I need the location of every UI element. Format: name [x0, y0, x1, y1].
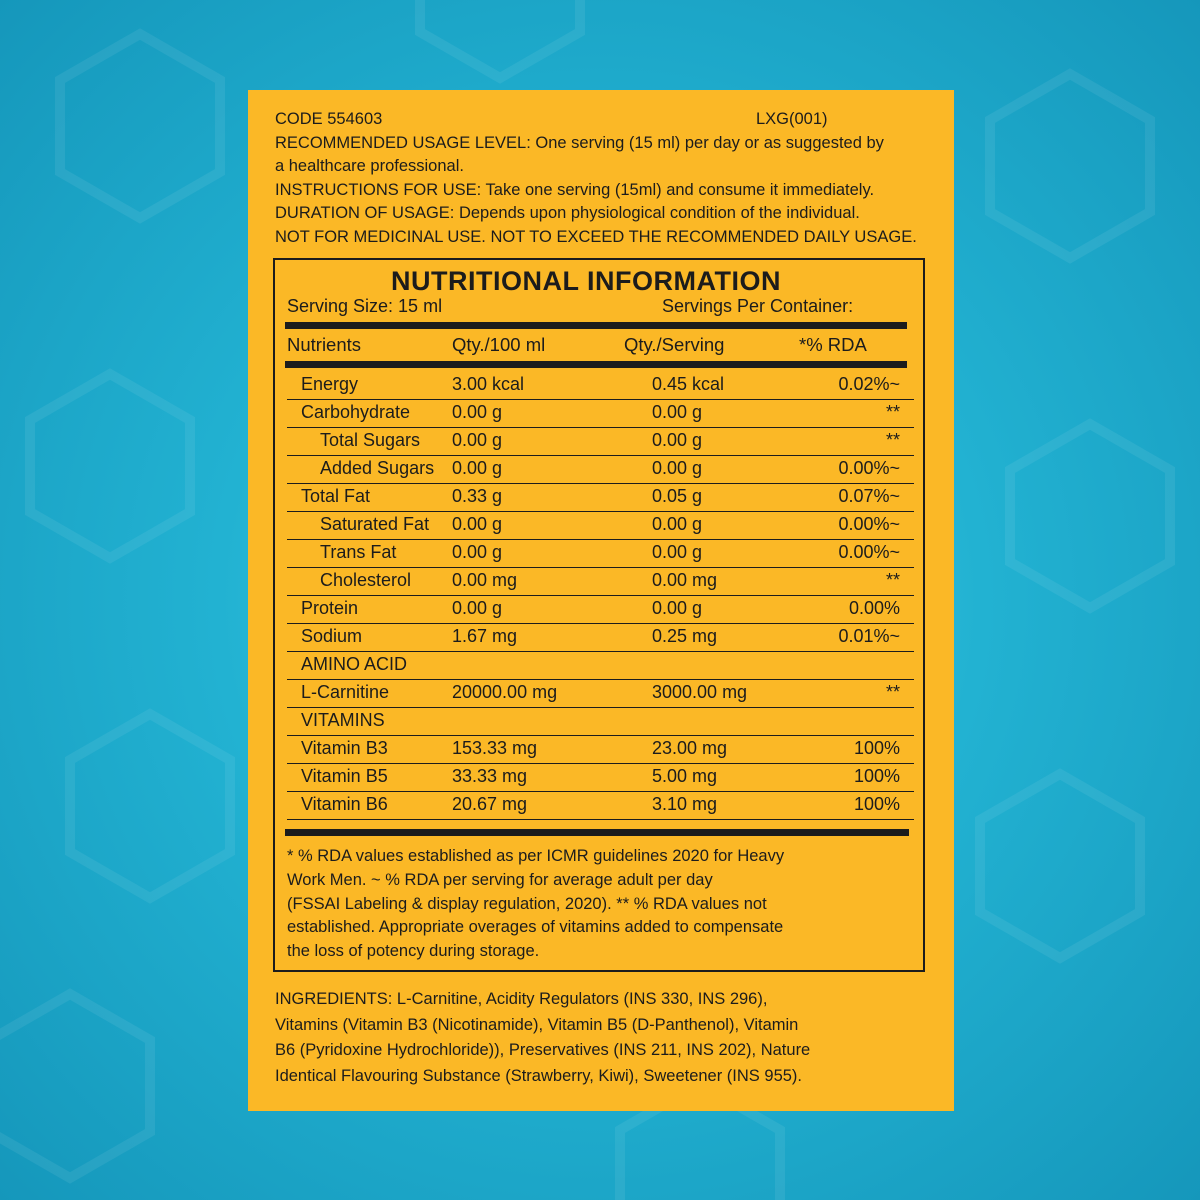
per-serving-value: 0.00 g — [652, 402, 703, 422]
nutrient-row — [287, 455, 914, 484]
footnote-line: established. Appropriate overages of vitamins added to compensate — [287, 918, 784, 937]
nutrient-row — [287, 427, 914, 456]
per-100ml-value: 0.00 g — [452, 430, 503, 450]
nutrient-row — [287, 595, 914, 624]
label-header — [275, 108, 935, 249]
nutrient-name: Total Sugars — [320, 430, 421, 450]
rda-value: 0.00%~ — [838, 458, 900, 478]
nutrition-label-panel — [248, 90, 954, 1111]
per-serving-value: 0.45 kcal — [652, 374, 725, 394]
per-serving-value: 3000.00 mg — [652, 682, 748, 702]
product-code: CODE 554603 — [275, 110, 383, 128]
rda-value: ** — [885, 430, 900, 450]
divider-bar — [285, 361, 907, 368]
per-serving-value: 0.00 g — [652, 430, 703, 450]
nutrient-row — [287, 371, 914, 400]
ingredients-line: Vitamins (Vitamin B3 (Nicotinamide), Vitamin B5 (D-Panthenol), Vitamin — [275, 1015, 799, 1034]
ingredients-list — [275, 987, 935, 1089]
nutrient-name: Vitamin B3 — [301, 738, 388, 758]
per-serving-value: 0.05 g — [652, 486, 703, 506]
nutrient-name: AMINO ACID — [301, 654, 408, 674]
ingredients-line: B6 (Pyridoxine Hydrochloride)), Preservatives (INS 211, INS 202), Nature — [275, 1041, 811, 1059]
footnote-line: Work Men. ~ % RDA per serving for average adult per day — [287, 870, 713, 889]
ingredients-line: INGREDIENTS: L-Carnitine, Acidity Regulators (INS 330, INS 296), — [275, 990, 768, 1008]
nutrient-name: Trans Fat — [320, 542, 397, 562]
rda-value: ** — [885, 570, 900, 590]
nutrient-name: L-Carnitine — [301, 682, 390, 702]
per-serving-value: 0.00 g — [652, 542, 703, 562]
rda-value: 0.01%~ — [838, 626, 900, 646]
per-100ml-value: 0.00 g — [452, 598, 503, 618]
nutrient-row — [287, 679, 914, 708]
nutrient-name: Vitamin B5 — [301, 766, 388, 786]
nutrient-row — [287, 735, 914, 764]
nutrient-row — [287, 483, 914, 512]
nutrient-name: Added Sugars — [320, 458, 435, 478]
footnote-line: * % RDA values established as per ICMR guidelines 2020 for Heavy — [287, 847, 785, 865]
rda-value: 0.00% — [848, 598, 900, 618]
rda-value: ** — [885, 682, 900, 702]
code-row — [275, 108, 935, 132]
footnote-line: (FSSAI Labeling & display regulation, 2020). ** % RDA values not — [287, 894, 767, 913]
batch-code: LXG(001) — [756, 110, 828, 128]
nutrient-name: Cholesterol — [320, 570, 412, 590]
nutrient-row — [287, 791, 914, 820]
per-serving-value: 0.25 mg — [652, 626, 718, 646]
per-serving-value: 0.00 g — [652, 598, 703, 618]
per-100ml-value: 0.33 g — [452, 486, 503, 506]
per-100ml-value: 153.33 mg — [452, 738, 538, 758]
per-serving-value: 0.00 mg — [652, 570, 718, 590]
per-100ml-value: 0.00 g — [452, 402, 503, 422]
per-100ml-value: 3.00 kcal — [452, 374, 525, 394]
per-100ml-value: 0.00 mg — [452, 570, 518, 590]
nutrient-name: Protein — [301, 598, 359, 618]
rda-value: 100% — [853, 738, 900, 758]
nutrient-row — [287, 539, 914, 568]
nutrition-facts-box — [273, 258, 925, 972]
nutrient-row — [287, 707, 914, 736]
column-header-rda: *% RDA — [799, 334, 867, 355]
per-serving-value: 0.00 g — [652, 458, 703, 478]
column-header-per-serving: Qty./Serving — [624, 334, 725, 355]
rda-value: 100% — [853, 766, 900, 786]
per-100ml-value: 33.33 mg — [452, 766, 528, 786]
per-100ml-value: 0.00 g — [452, 542, 503, 562]
nutrient-name: Total Fat — [301, 486, 371, 506]
nutrient-name: Carbohydrate — [301, 402, 411, 422]
nutrient-name: Sodium — [301, 626, 363, 646]
nutrient-row — [287, 567, 914, 596]
per-serving-value: 5.00 mg — [652, 766, 718, 786]
rda-value: 0.07%~ — [838, 486, 900, 506]
ingredients-line: Identical Flavouring Substance (Strawberry, Kiwi), Sweetener (INS 955). — [275, 1066, 803, 1085]
nutrient-row — [287, 651, 914, 680]
rda-value: 100% — [853, 794, 900, 814]
per-serving-value: 23.00 mg — [652, 738, 728, 758]
instructions-line: INSTRUCTIONS FOR USE: Take one serving (15ml) and consume it immediately. — [275, 180, 875, 199]
nutrition-title: NUTRITIONAL INFORMATION — [391, 266, 781, 296]
per-100ml-value: 0.00 g — [452, 458, 503, 478]
rda-value: ** — [885, 402, 900, 422]
nutrient-row — [287, 511, 914, 540]
usage-line: a healthcare professional. — [275, 157, 464, 175]
divider-bar — [285, 322, 907, 329]
usage-line: RECOMMENDED USAGE LEVEL: One serving (15 ml) per day or as suggested by — [275, 133, 884, 152]
divider-bar — [285, 829, 909, 836]
per-100ml-value: 1.67 mg — [452, 626, 518, 646]
serving-size: Serving Size: 15 ml — [287, 296, 443, 316]
per-100ml-value: 20.67 mg — [452, 794, 528, 814]
rda-value: 0.00%~ — [838, 542, 900, 562]
nutrient-row — [287, 763, 914, 792]
nutrient-name: VITAMINS — [301, 710, 385, 730]
nutrient-name: Vitamin B6 — [301, 794, 388, 814]
column-header-nutrients: Nutrients — [287, 334, 362, 355]
per-serving-value: 3.10 mg — [652, 794, 718, 814]
rda-value: 0.00%~ — [838, 514, 900, 534]
per-100ml-value: 20000.00 mg — [452, 682, 558, 702]
nutrient-row — [287, 623, 914, 652]
rda-footnote — [287, 845, 897, 964]
per-100ml-value: 0.00 g — [452, 514, 503, 534]
nutrient-name: Energy — [301, 374, 359, 394]
footnote-line: the loss of potency during storage. — [287, 942, 540, 961]
servings-per-container: Servings Per Container: — [662, 296, 854, 316]
column-header-per-100ml: Qty./100 ml — [452, 334, 546, 355]
nutrient-name: Saturated Fat — [320, 514, 430, 534]
warning-line: NOT FOR MEDICINAL USE. NOT TO EXCEED THE RECOMMENDED DAILY USAGE. — [275, 227, 917, 246]
duration-line: DURATION OF USAGE: Depends upon physiological condition of the individual. — [275, 204, 860, 222]
nutrient-row — [287, 399, 914, 428]
rda-value: 0.02%~ — [838, 374, 900, 394]
per-serving-value: 0.00 g — [652, 514, 703, 534]
